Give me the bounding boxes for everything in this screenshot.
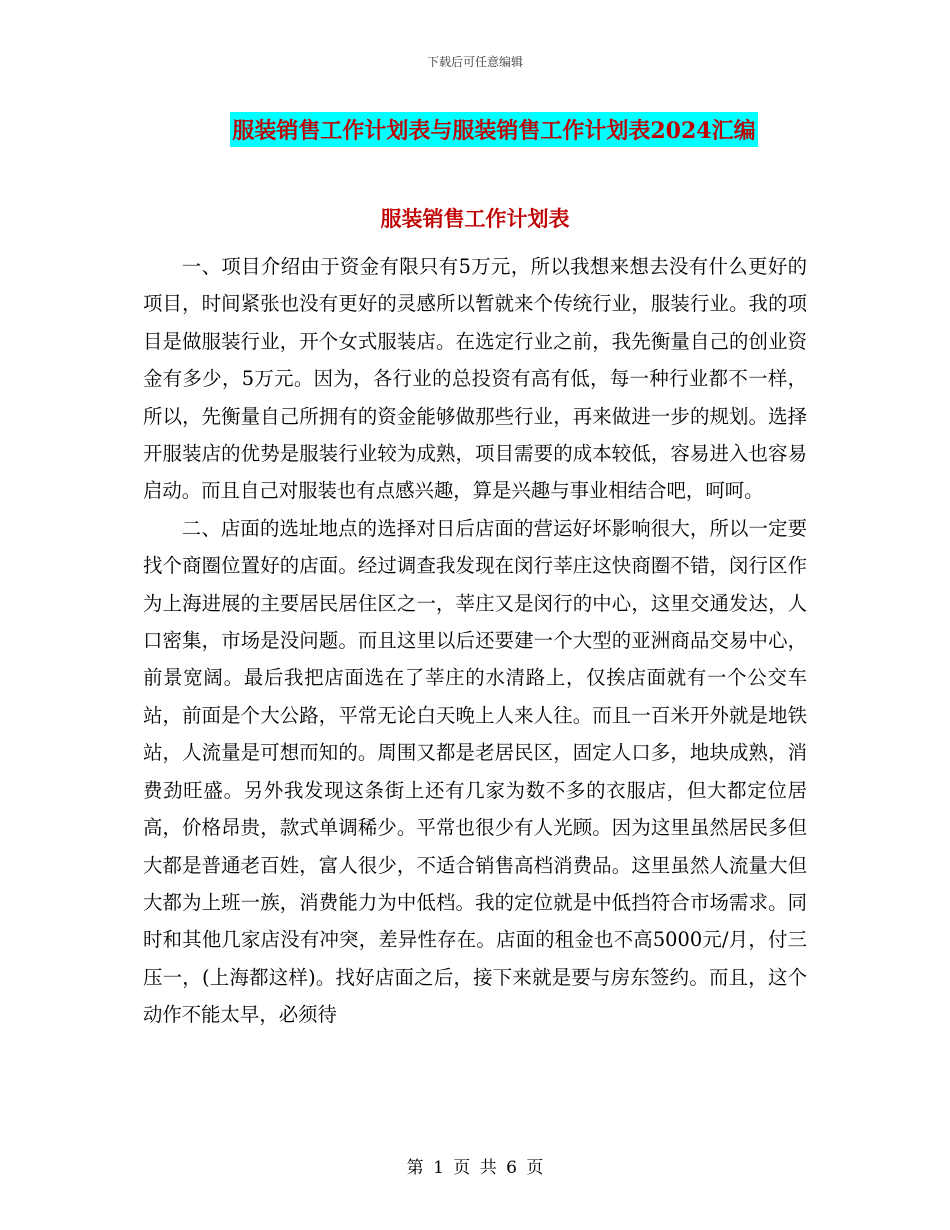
paragraph-2: 二、店面的选址地点的选择对日后店面的营运好坏影响很大，所以一定要找个商圈位置好的店面。经过调查我发现在闵行莘庄这快商圈不错，闵行区作为上海进展的主要居民居住区之一，莘庄又是闵行的中心，这里交通发达，人口密集，市场是没问题。而且这里以后还要建一个大型的亚洲商品交易中心，前景宽阔。最后我把店面选在了莘庄的水清路上，仅挨店面就有一个公交车站，前面是个大公路，平常无论白天晚上人来人往。而且一百米开外就是地铁站，人流量是可想而知的。周围又都是老居民区，固定人口多，地块成熟，消费劲旺盛。另外我发现这条街上还有几家为数不多的衣服店，但大都定位居高，价格昂贵，款式单调稀少。平常也很少有人光顾。因为这里虽然居民多但大都是普通老百姓，富人很少，不适合销售高档消费品。这里虽然人流量大但大都为上班一族，消费能力为中低档。我的定位就是中低挡符合市场需求。同时和其他几家店没有冲突，差异性存在。店面的租金也不高5000元/月，付三压一，(上海都这样)。找好店面之后，接下来就是要与房东签约。而且，这个动作不能太早，必须待 — [143, 516, 807, 1027]
body-text — [143, 248, 807, 1034]
paragraph-1: 一、项目介绍由于资金有限只有5万元，所以我想来想去没有什么更好的项目，时间紧张也没有更好的灵感所以暂就来个传统行业，服装行业。我的项目是做服装行业，开个女式服装店。在选定行业之前，我先衡量自己的创业资金有多少，5万元。因为，各行业的总投资有高有低，每一种行业都不一样，所以，先衡量自己所拥有的资金能够做那些行业，再来做进一步的规划。选择开服装店的优势是服装行业较为成熟，项目需要的成本较低，容易进入也容易启动。而且自己对服装也有点感兴趣，算是兴趣与事业相结合吧，呵呵。 — [143, 255, 807, 503]
page-footer: 第 1 页 共 6 页 — [406, 1158, 544, 1178]
main-title-wrap — [0, 112, 950, 147]
main-title: 服装销售工作计划表与服装销售工作计划表2024汇编 — [230, 112, 757, 147]
section-title: 服装销售工作计划表 — [380, 206, 570, 231]
header-note: 下载后可任意编辑 — [426, 55, 523, 69]
